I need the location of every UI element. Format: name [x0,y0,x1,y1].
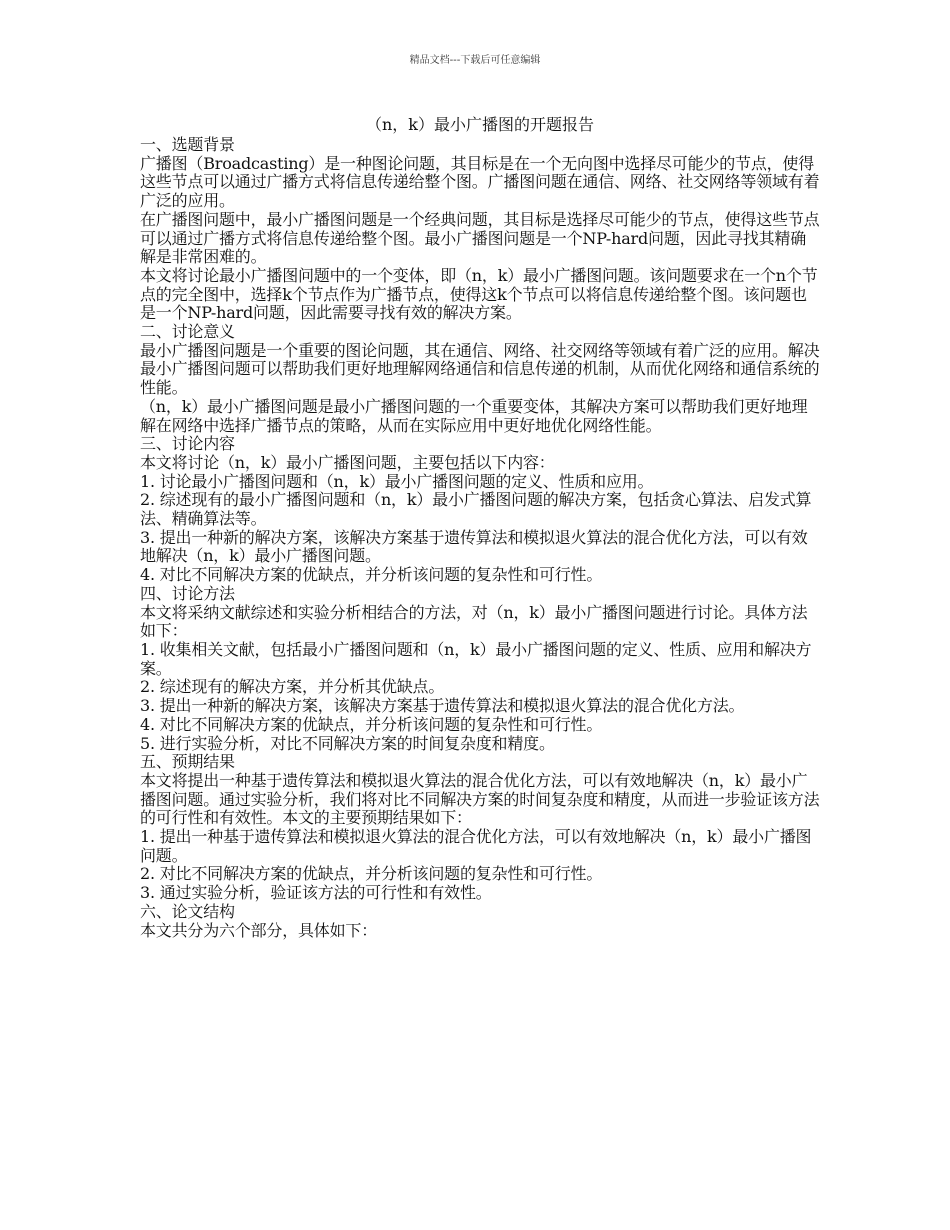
paragraph: 在广播图问题中，最小广播图问题是一个经典问题，其目标是选择尽可能少的节点，使得这些节点可以通过广播方式将信息传递给整个图。最小广播图问题是一个NP-hard问题，因此寻找其精确解是非常困难的。 [140,209,820,267]
section-heading-structure: 六、论文结构 [140,901,235,921]
paragraph: 广播图（Broadcasting）是一种图论问题，其目标是在一个无向图中选择尽可能少的节点，使得这些节点可以通过广播方式将信息传递给整个图。广播图问题在通信、网络、社交网络等领域有着广泛的应用。 [140,153,820,211]
list-item: 3. 提出一种新的解决方案，该解决方案基于遗传算法和模拟退火算法的混合优化方法，可以有效地解决（n，k）最小广播图问题。 [140,527,808,566]
paragraph: （n，k）最小广播图问题是最小广播图问题的一个重要变体，其解决方案可以帮助我们更好地理解在网络中选择广播节点的策略，从而在实际应用中更好地优化网络性能。 [140,396,808,435]
list-item: 2. 对比不同解决方案的优缺点，并分析该问题的复杂性和可行性。 [140,864,603,884]
list-item: 4. 对比不同解决方案的优缺点，并分析该问题的复杂性和可行性。 [140,714,603,734]
list-item: 1. 讨论最小广播图问题和（n，k）最小广播图问题的定义、性质和应用。 [140,471,654,491]
page-header: 精品文档---下载后可任意编辑 [409,55,541,66]
document-body [140,114,820,940]
section-heading-content: 三、讨论内容 [140,434,235,454]
section-heading-significance: 二、讨论意义 [140,322,235,342]
document-content [140,136,820,940]
paragraph: 本文共分为六个部分，具体如下： [140,920,378,940]
list-item: 4. 对比不同解决方案的优缺点，并分析该问题的复杂性和可行性。 [140,565,603,585]
paragraph: 最小广播图问题是一个重要的图论问题，其在通信、网络、社交网络等领域有着广泛的应用。解决最小广播图问题可以帮助我们更好地理解网络通信和信息传递的机制，从而优化网络和通信系统的性能。 [140,340,820,398]
section-heading-expected-results: 五、预期结果 [140,752,235,772]
list-item: 3. 通过实验分析，验证该方法的可行性和有效性。 [140,883,492,903]
paragraph: 本文将提出一种基于遗传算法和模拟退火算法的混合优化方法，可以有效地解决（n，k）最小广播图问题。通过实验分析，我们将对比不同解决方案的时间复杂度和精度，从而进一步验证该方法的可行性和有效性。本文的主要预期结果如下： [140,770,820,828]
list-item: 2. 综述现有的最小广播图问题和（n，k）最小广播图问题的解决方案，包括贪心算法、启发式算法、精确算法等。 [140,490,812,529]
list-item: 2. 综述现有的解决方案，并分析其优缺点。 [140,677,445,697]
section-heading-method: 四、讨论方法 [140,583,235,603]
list-item: 1. 提出一种基于遗传算法和模拟退火算法的混合优化方法，可以有效地解决（n，k）最小广播图问题。 [140,827,812,865]
paragraph: 本文将讨论最小广播图问题中的一个变体，即（n，k）最小广播图问题。该问题要求在一个n个节点的完全图中，选择k个节点作为广播节点，使得这k个节点可以将信息传递给整个图。该问题也是一个NP-hard问题，因此需要寻找有效的解决方案。 [140,265,818,323]
document-title: （n，k）最小广播图的开题报告 [365,115,594,134]
list-item: 1. 收集相关文献，包括最小广播图问题和（n，k）最小广播图问题的定义、性质、应用和解决方案。 [140,639,812,678]
paragraph: 本文将讨论（n，k）最小广播图问题，主要包括以下内容： [140,452,555,472]
list-item: 3. 提出一种新的解决方案，该解决方案基于遗传算法和模拟退火算法的混合优化方法。 [140,696,745,716]
list-item: 5. 进行实验分析，对比不同解决方案的时间复杂度和精度。 [140,733,555,753]
section-heading-background: 一、选题背景 [140,135,235,154]
paragraph: 本文将采纳文献综述和实验分析相结合的方法，对（n，k）最小广播图问题进行讨论。具体方法如下： [140,602,808,641]
